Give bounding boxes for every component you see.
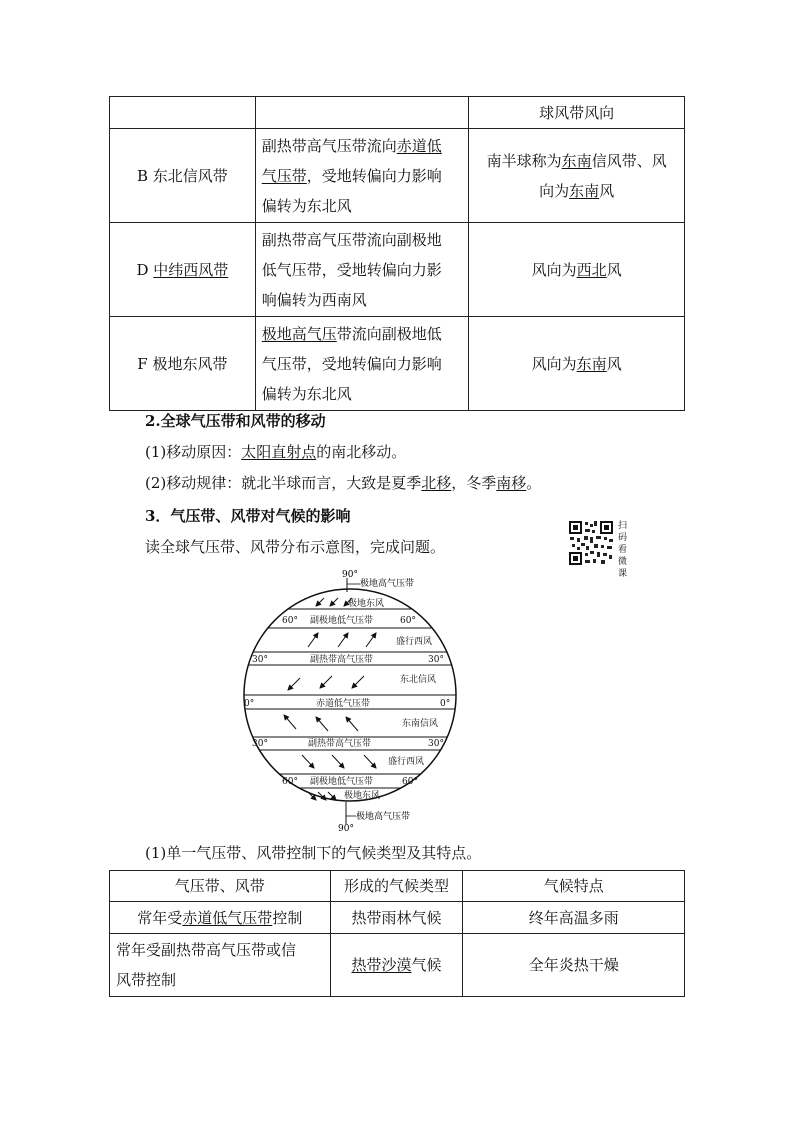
text-run: 风 (606, 354, 622, 373)
belt-cell (110, 223, 256, 317)
text-run: 偏转为东北风 (261, 196, 352, 215)
text-run: 带流向副极地低 (336, 324, 442, 343)
cause-cell (255, 317, 469, 411)
bottom-lat-label: 90° (338, 824, 354, 834)
text-run: 偏转为东北风 (261, 384, 352, 403)
wind-belt-table (109, 96, 685, 411)
westerlies-south-label: 盛行西风 (388, 757, 425, 767)
cell-line (475, 349, 678, 379)
text-run: 南半球称为 (486, 151, 562, 170)
lat60n-right: 60° (400, 616, 416, 626)
se-trades-label: 东南信风 (402, 719, 439, 729)
underlined-answer: 气压带 (261, 166, 307, 185)
subpolar-low-north-label: 副极地低气压带 (310, 616, 374, 626)
table1-header-cell (110, 97, 256, 129)
belt-cell (110, 317, 256, 411)
bottom-polar-high-label: 极地高气压带 (356, 812, 411, 822)
text-run: 风 (599, 181, 615, 200)
polar-easterlies-south-label: 极地东风 (344, 791, 381, 801)
lat30s-left: 30° (252, 739, 268, 749)
qr-caption: 扫码看微课 (618, 521, 628, 579)
text-run: 向为 (539, 181, 570, 200)
underlined-answer: 中纬西风带 (153, 260, 229, 279)
cell-line (262, 191, 463, 221)
pressure-wind-belt-diagram (236, 566, 468, 836)
table2-header-belt: 气压带、风带 (110, 871, 331, 902)
cell-line (475, 176, 678, 206)
lat30n-left: 30° (252, 655, 268, 665)
belt-cell (110, 129, 256, 223)
text-run: 气压带，受地转偏向力影响 (261, 354, 442, 373)
feature-cell: 全年炎热干燥 (463, 934, 685, 997)
climate-subtitle: (1)单一气压带、风带控制下的气候类型及其特点。 (145, 844, 482, 862)
underlined-answer: 极地高气压 (261, 324, 337, 343)
lat60n-left: 60° (282, 616, 298, 626)
lat0-right: 0° (440, 699, 451, 709)
cell-line (262, 349, 463, 379)
lat30s-right: 30° (428, 739, 444, 749)
section-3-title: 3．气压带、风带对气候的影响 (145, 507, 351, 525)
underlined-answer: 东南 (569, 181, 600, 200)
cause-cell (255, 223, 469, 317)
cell-line (262, 379, 463, 409)
text-run: F 极地东风带 (137, 354, 228, 373)
climate-cell: 热带雨林气候 (330, 902, 463, 934)
control-cell: 常年受副热带高气压带或信 风带控制 (110, 934, 331, 997)
cell-line (475, 255, 678, 285)
cell-line (262, 285, 463, 315)
lat0-left: 0° (244, 699, 255, 709)
lat60s-right: 60° (402, 777, 418, 787)
climate-cell: 热带沙漠气候 (330, 934, 463, 997)
table1-header-direction: 球风带风向 (469, 97, 685, 129)
text-run: 副热带高气压带流向 (261, 136, 397, 155)
ne-trades-label: 东北信风 (400, 675, 437, 685)
table2-header-feature: 气候特点 (463, 871, 685, 902)
text-run: 低气压带，受地转偏向力影 (261, 260, 442, 279)
text-run: 响偏转为西南风 (261, 290, 367, 309)
section-2-title: 2.全球气压带和风带的移动 (145, 412, 326, 430)
section-3-intro: 读全球气压带、风带分布示意图，完成问题。 (145, 538, 446, 556)
lat30n-right: 30° (428, 655, 444, 665)
table2-header-climate: 形成的气候类型 (330, 871, 463, 902)
cell-line (262, 131, 463, 161)
text-run: 风向为 (531, 354, 577, 373)
cause-cell (255, 129, 469, 223)
direction-cell (469, 129, 685, 223)
cell-line (262, 225, 463, 255)
lat60s-left: 60° (282, 777, 298, 787)
text-run: ，受地转偏向力影响 (306, 166, 442, 185)
climate-type-table (109, 870, 685, 997)
cell-line (262, 161, 463, 191)
text-run: 风向为 (531, 260, 577, 279)
cell-line (262, 255, 463, 285)
text-run: 信风带、风 (591, 151, 667, 170)
equatorial-low-label: 赤道低气压带 (316, 699, 371, 709)
cell-line (262, 319, 463, 349)
polar-easterlies-north-label: 极地东风 (348, 599, 385, 609)
underlined-answer: 赤道低 (396, 136, 442, 155)
subtropical-high-north-label: 副热带高气压带 (310, 655, 374, 665)
cell-line (475, 146, 678, 176)
direction-cell (469, 317, 685, 411)
underlined-answer: 东南 (576, 354, 607, 373)
subpolar-low-south-label: 副极地低气压带 (310, 777, 374, 787)
subtropical-high-south-label: 副热带高气压带 (308, 739, 372, 749)
text-run: B 东北信风带 (136, 166, 228, 185)
table1-header-cell (255, 97, 469, 129)
top-lat-label: 90° (342, 570, 358, 580)
westerlies-north-label: 盛行西风 (396, 637, 433, 647)
text-run: D (136, 260, 154, 279)
text-run: 风 (606, 260, 622, 279)
control-cell: 常年受赤道低气压带控制 (110, 902, 331, 934)
move-cause: (1)移动原因：太阳直射点的南北移动。 (145, 443, 407, 461)
feature-cell: 终年高温多雨 (463, 902, 685, 934)
direction-cell (469, 223, 685, 317)
underlined-answer: 西北 (576, 260, 607, 279)
top-polar-high-label: 极地高气压带 (360, 579, 415, 589)
underlined-answer: 东南 (561, 151, 592, 170)
move-rule: (2)移动规律：就北半球而言，大致是夏季北移，冬季南移。 (145, 474, 542, 492)
qr-code[interactable] (568, 520, 614, 566)
text-run: 副热带高气压带流向副极地 (261, 230, 442, 249)
